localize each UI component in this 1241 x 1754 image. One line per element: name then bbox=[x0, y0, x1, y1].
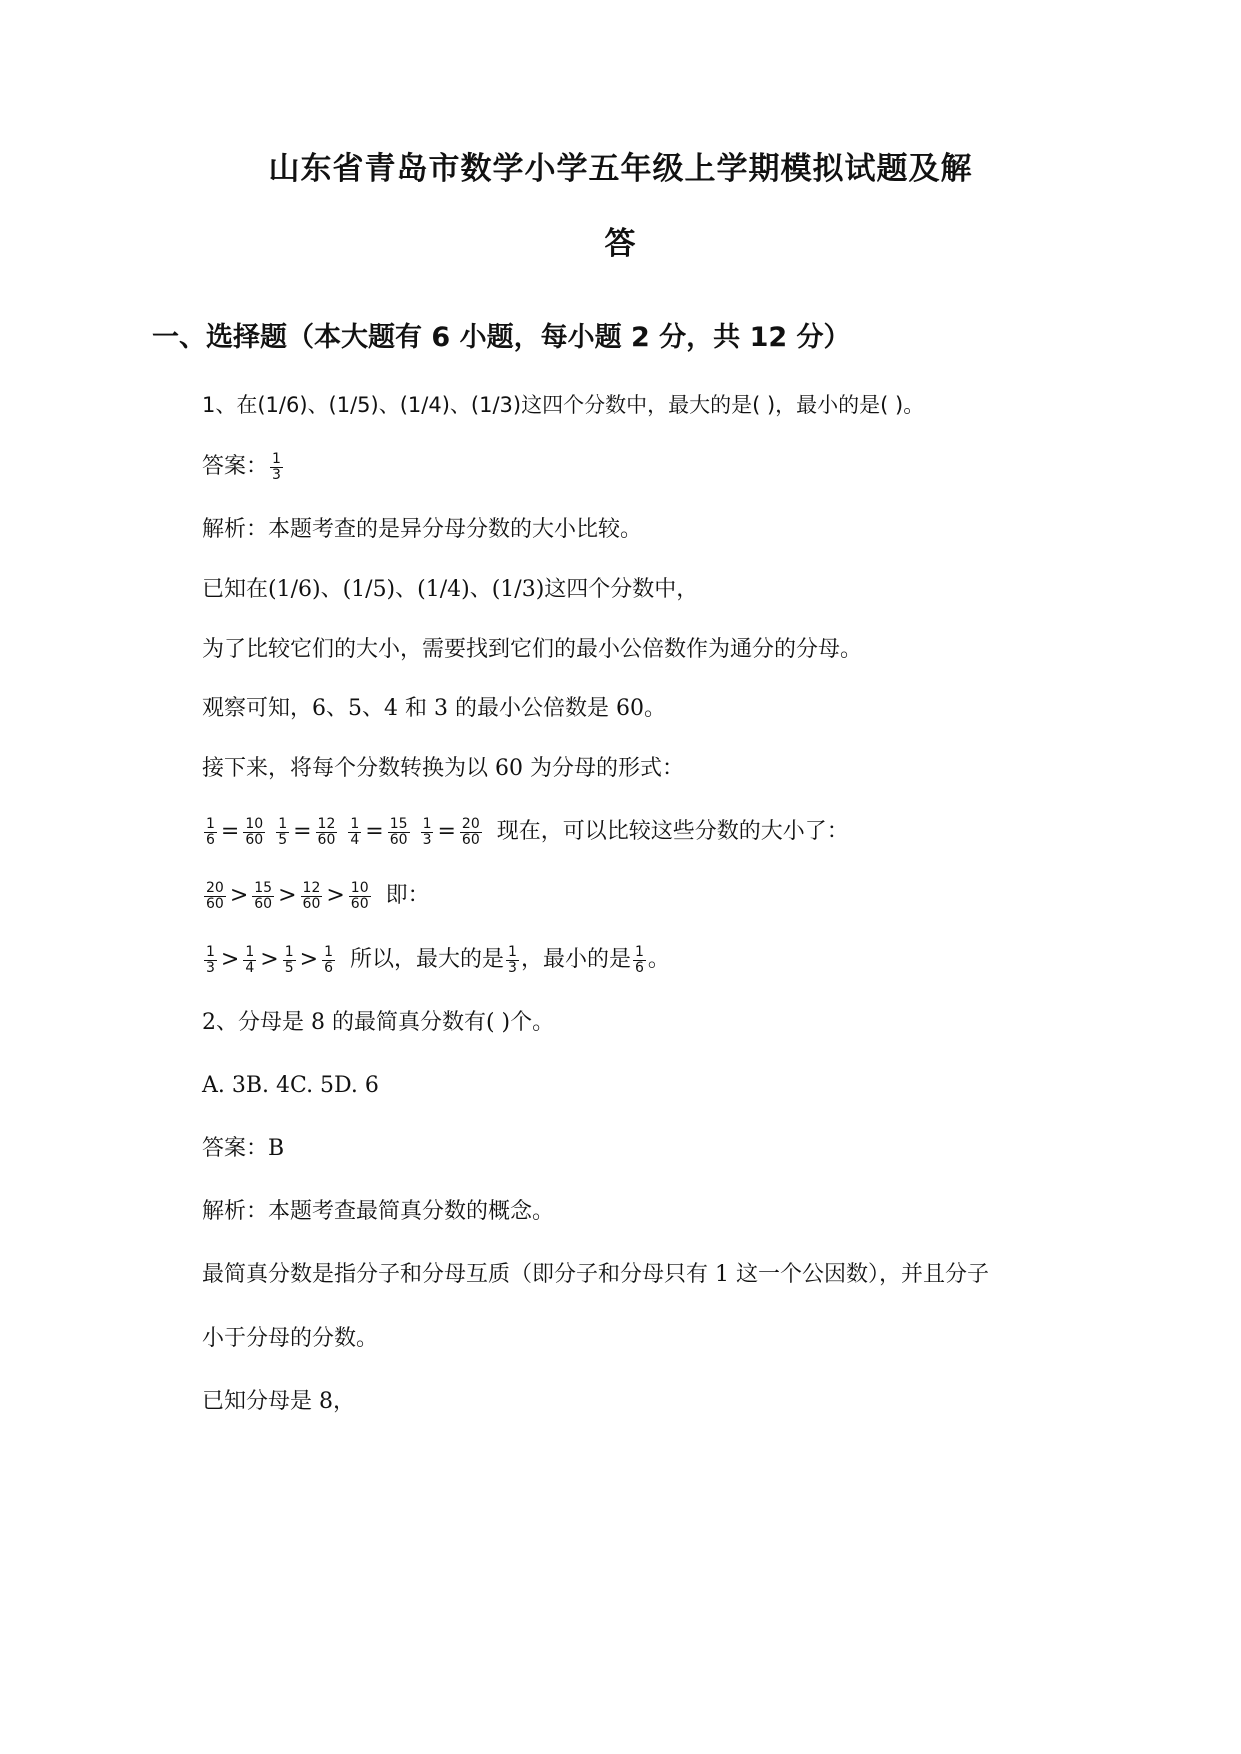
q1-analysis-2: 已知在(1/6)、(1/5)、(1/4)、(1/3)这四个分数中， bbox=[202, 577, 699, 602]
q2-options: A. 3B. 4C. 5D. 6 bbox=[202, 1073, 379, 1098]
fraction: $\frac{15}{60}$ bbox=[389, 815, 408, 848]
fraction: $\frac{1}{6}$ bbox=[324, 943, 333, 976]
q2-analysis-2: 最简真分数是指分子和分母互质（即分子和分母只有 1 这一个公因数），并且分子 bbox=[202, 1262, 989, 1287]
fraction: $\frac{1}{3}$ bbox=[422, 815, 432, 848]
fraction: $\frac{1}{5}$ bbox=[278, 815, 288, 848]
fraction: $\frac{1}{3}$ bbox=[206, 943, 215, 976]
q2-analysis-1: 解析：本题考查最简真分数的概念。 bbox=[202, 1199, 555, 1224]
doc-title-line1: 山东省青岛市数学小学五年级上学期模拟试题及解 bbox=[268, 151, 973, 187]
fraction: $\frac{20}{60}$ bbox=[461, 815, 480, 848]
q1-analysis-5: 接下来，将每个分数转换为以 60 为分母的形式： bbox=[202, 756, 684, 781]
q1-conclusion-3: 。 bbox=[647, 947, 670, 972]
fraction: $\frac{10}{60}$ bbox=[350, 879, 369, 912]
q2-stem: 2、分母是 8 的最简真分数有( )个。 bbox=[202, 1010, 555, 1035]
fraction: $\frac{1}{4}$ bbox=[245, 943, 255, 976]
fraction: $\frac{1}{5}$ bbox=[284, 943, 294, 976]
fraction: $\frac{1}{4}$ bbox=[350, 815, 360, 848]
fraction: $\frac{1}{6}$ bbox=[634, 943, 644, 976]
q2-analysis-4: 已知分母是 8， bbox=[202, 1389, 355, 1414]
q1-compare-tail: 即： bbox=[385, 883, 430, 908]
q1-stem: 1、在(1/6)、(1/5)、(1/4)、(1/3)这四个分数中，最大的是( )，最小的是( )。 bbox=[202, 393, 925, 417]
q1-compare-line-2: $\frac{1}{3}$ > $\frac{1}{4}$ > $\frac{1}{5}$ > $\frac{1}{6}$ 所以，最大的是 $\frac{1}{3}$ ，最小的是 $\frac{1}{6}$ 。 bbox=[206, 943, 670, 976]
q1-analysis-3: 为了比较它们的大小，需要找到它们的最小公倍数作为通分的分母。 bbox=[202, 637, 863, 662]
q1-conclusion-1: 所以，最大的是 bbox=[350, 947, 505, 972]
q1-answer bbox=[202, 447, 285, 487]
q2-analysis-3: 小于分母的分数。 bbox=[202, 1326, 379, 1351]
fraction: $\frac{15}{60}$ bbox=[254, 879, 273, 912]
q2-answer: 答案：B bbox=[202, 1136, 285, 1161]
fraction: $\frac{10}{60}$ bbox=[245, 815, 264, 848]
fraction: $\frac{12}{60}$ bbox=[317, 815, 336, 848]
q1-answer-fraction: $\frac{1}{3}$ bbox=[272, 450, 281, 483]
fraction: $\frac{1}{3}$ bbox=[508, 943, 517, 976]
doc-title-line2: 答 bbox=[604, 226, 637, 262]
q1-analysis-4: 观察可知，6、5、4 和 3 的最小公倍数是 60。 bbox=[202, 696, 666, 721]
q1-conversion-line: $\frac{1}{6}$ = $\frac{10}{60}$ $\frac{1}{5}$ = $\frac{12}{60}$ $\frac{1}{4}$ = $\frac{15}{60}$ $\frac{1}{3}$ = $\frac{20}{60}$ 现在，可以比较这些分数的大小了： bbox=[206, 815, 849, 848]
section-heading: 一、选择题（本大题有 6 小题，每小题 2 分，共 12 分） bbox=[152, 322, 851, 353]
q1-analysis-1: 解析：本题考查的是异分母分数的大小比较。 bbox=[202, 517, 643, 542]
fraction: $\frac{1}{6}$ bbox=[206, 815, 215, 848]
q1-compare-line-1: $\frac{20}{60}$ > $\frac{15}{60}$ > $\frac{12}{60}$ > $\frac{10}{60}$ 即： bbox=[206, 879, 430, 912]
q1-conclusion-2: ，最小的是 bbox=[520, 947, 631, 972]
fraction: $\frac{12}{60}$ bbox=[302, 879, 321, 912]
fraction: $\frac{20}{60}$ bbox=[206, 879, 224, 912]
q1-conversion-tail: 现在，可以比较这些分数的大小了： bbox=[496, 819, 849, 844]
q1-answer-label: 答案： bbox=[202, 454, 269, 479]
